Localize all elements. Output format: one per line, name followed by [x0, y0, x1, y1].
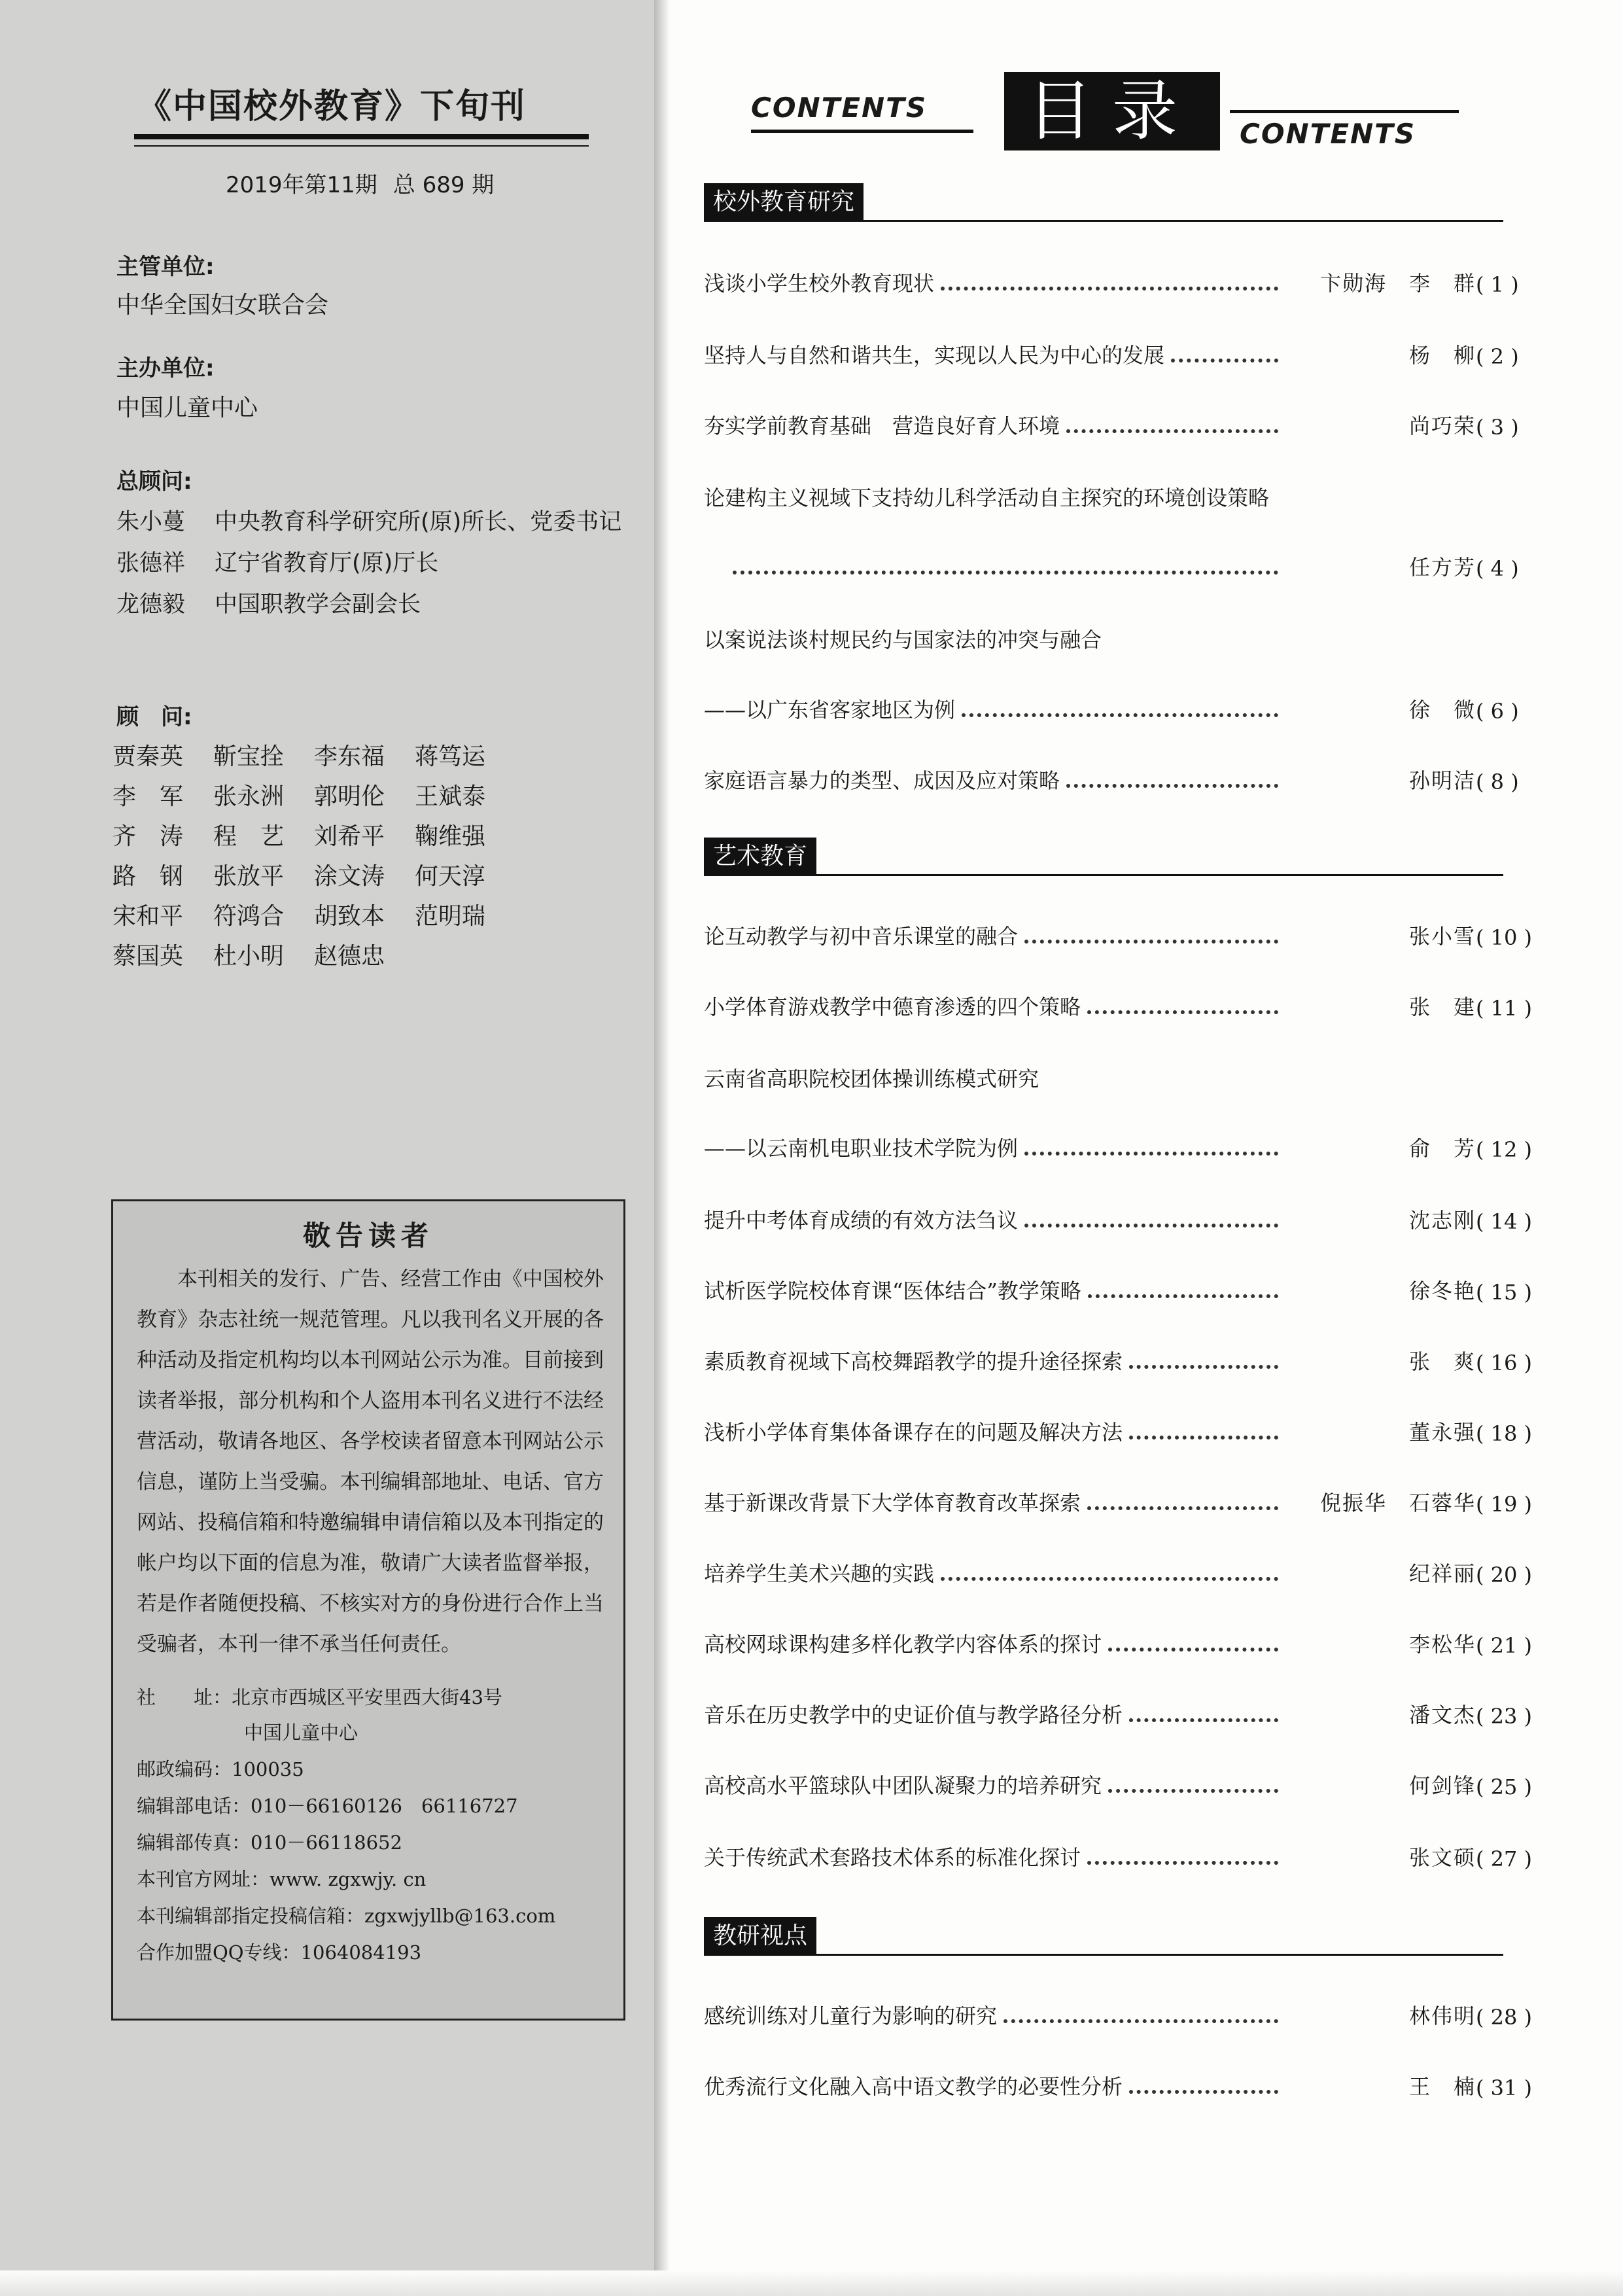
leader-dots	[1171, 359, 1278, 362]
consultant-name: 涂文涛	[314, 863, 385, 890]
consultant-name: 李 军	[113, 783, 184, 810]
supervisor-label: 主管单位:	[116, 254, 215, 280]
consultant-name: 王斌泰	[415, 783, 486, 810]
advisor-title: 辽宁省教育厅(原)厅长	[215, 550, 439, 576]
consultant-name: 蔡国英	[113, 943, 184, 970]
toc-title: 基于新课改背景下大学体育教育改革探索	[704, 1491, 1081, 1515]
toc-title: 培养学生美术兴趣的实践	[704, 1561, 935, 1586]
advisor-title: 中国职教学会副会长	[215, 592, 421, 618]
toc-page: ( 15 )	[1476, 1280, 1533, 1305]
consultant-name: 何天淳	[415, 863, 486, 890]
toc-entry-continuation[interactable]	[726, 552, 1535, 581]
toc-page: ( 28 )	[1476, 2005, 1533, 2030]
toc-title: 论互动教学与初中音乐课堂的融合	[704, 924, 1019, 949]
consultant-row	[113, 818, 515, 851]
toc-author: 尚巧荣	[1408, 414, 1476, 438]
toc-entry[interactable]	[704, 1417, 1535, 1446]
toc-author: 徐冬艳	[1408, 1279, 1476, 1303]
leader-dots	[1066, 784, 1278, 788]
spine-shadow	[654, 0, 670, 2296]
leader-dots	[1088, 1294, 1278, 1298]
toc-author: 纪祥丽	[1408, 1561, 1476, 1586]
toc-entry[interactable]	[704, 766, 1535, 794]
toc-author: 张 建	[1408, 995, 1476, 1019]
toc-page: ( 14 )	[1476, 1209, 1533, 1234]
toc-entry[interactable]	[704, 921, 1535, 950]
section-label: 校外教育研究	[704, 183, 864, 221]
leader-dots	[1108, 1648, 1278, 1651]
toc-page: ( 27 )	[1476, 1846, 1533, 1871]
toc-page: ( 23 )	[1476, 1704, 1533, 1729]
toc-title: 浅析小学体育集体备课存在的问题及解决方法	[704, 1420, 1123, 1445]
reader-notice-box	[111, 1199, 625, 2021]
toc-page: ( 20 )	[1476, 1563, 1533, 1587]
toc-subtitle: ——以广东省客家地区为例	[704, 698, 956, 722]
consultant-name: 程 艺	[213, 823, 285, 850]
chief-advisor-row	[116, 586, 421, 619]
toc-title: 感统训练对儿童行为影响的研究	[704, 2004, 998, 2028]
consultant-name: 符鸿合	[213, 903, 285, 930]
toc-page: ( 18 )	[1476, 1421, 1533, 1446]
toc-page: ( 6 )	[1476, 699, 1519, 724]
consultant-row	[113, 858, 515, 891]
chief-advisor-row	[116, 545, 438, 578]
leader-dots	[1024, 1224, 1278, 1227]
toc-page: ( 12 )	[1476, 1137, 1533, 1162]
sponsor-value: 中国儿童中心	[116, 395, 258, 421]
toc-author: 任方芳	[1408, 555, 1476, 580]
toc-author: 王 楠	[1408, 2074, 1476, 2099]
consultant-row	[113, 778, 515, 811]
leader-dots	[1024, 1152, 1278, 1156]
toc-entry[interactable]	[704, 1843, 1535, 1871]
leader-dots	[1129, 1436, 1278, 1439]
section-rule	[704, 874, 1503, 876]
toc-title: 高校高水平篮球队中团队凝聚力的培养研究	[704, 1773, 1102, 1798]
consultant-name: 张放平	[213, 863, 285, 890]
consultants-label: 顾 问:	[116, 704, 192, 730]
toc-title: 家庭语言暴力的类型、成因及应对策略	[704, 768, 1060, 793]
toc-author: 林伟明	[1408, 2004, 1476, 2028]
toc-title: 提升中考体育成绩的有效方法刍议	[704, 1208, 1019, 1233]
consultant-row	[113, 938, 415, 971]
toc-author: 张小雪	[1408, 924, 1476, 949]
toc-title[interactable]: 以案说法谈村规民约与国家法的冲突与融合	[704, 627, 1102, 652]
leader-dots	[962, 713, 1278, 717]
contents-heading-right: CONTENTS	[1240, 118, 1416, 150]
issue-total: 总 689 期	[393, 172, 495, 198]
toc-author: 杨 柳	[1408, 343, 1476, 368]
consultant-name: 杜小明	[213, 943, 285, 970]
official-website: 本刊官方网址：www. zgxwjy. cn	[137, 1868, 427, 1890]
toc-page: ( 8 )	[1476, 769, 1519, 794]
toc-page: ( 19 )	[1476, 1492, 1533, 1517]
toc-entry[interactable]	[704, 2072, 1535, 2100]
toc-author: 俞 芳	[1408, 1136, 1476, 1161]
toc-title: 高校网球课构建多样化教学内容体系的探讨	[704, 1632, 1102, 1657]
supervisor-value: 中华全国妇女联合会	[116, 292, 329, 319]
leader-dots	[1003, 2019, 1278, 2023]
toc-page: ( 10 )	[1476, 925, 1533, 950]
toc-entry-continuation[interactable]	[704, 1133, 1535, 1162]
toc-entry[interactable]	[704, 340, 1535, 369]
toc-page: ( 16 )	[1476, 1351, 1533, 1375]
contents-underline	[751, 130, 973, 133]
toc-page: ( 2 )	[1476, 344, 1519, 369]
toc-title: 关于传统武术套路技术体系的标准化探讨	[704, 1845, 1081, 1870]
toc-author: 张 爽	[1408, 1349, 1476, 1374]
leader-dots	[1087, 1861, 1278, 1865]
advisor-name: 朱小蔓	[116, 509, 186, 535]
toc-entry[interactable]	[704, 1488, 1535, 1517]
toc-author: 孙明洁	[1408, 768, 1476, 793]
toc-title: 夯实学前教育基础 营造良好育人环境	[704, 414, 1060, 438]
toc-entry[interactable]	[704, 992, 1535, 1021]
section-label: 艺术教育	[704, 838, 816, 875]
leader-dots	[941, 1577, 1278, 1581]
consultant-name: 靳宝拴	[213, 743, 285, 770]
consultant-name: 鞠维强	[415, 823, 486, 850]
toc-title[interactable]: 云南省高职院校团体操训练模式研究	[704, 1067, 1039, 1091]
toc-page: ( 4 )	[1476, 556, 1519, 581]
section-label: 教研视点	[704, 1917, 816, 1955]
leader-dots	[941, 287, 1278, 291]
chief-advisors-label: 总顾问:	[116, 468, 192, 495]
consultant-row	[113, 898, 515, 931]
leader-dots	[1129, 1365, 1278, 1369]
toc-author: 倪振华 石蓉华	[1319, 1491, 1476, 1515]
toc-entry[interactable]	[704, 1629, 1535, 1658]
chief-advisor-row	[116, 504, 621, 537]
advisor-title: 中央教育科学研究所(原)所长、党委书记	[215, 509, 622, 535]
contents-overline	[1230, 110, 1459, 113]
consultant-name: 路 钢	[113, 863, 184, 890]
toc-author: 卞勋海 李 群	[1319, 271, 1476, 296]
advisor-name: 龙德毅	[116, 592, 186, 618]
address-line: 社 址：北京市西城区平安里西大街43号	[137, 1686, 502, 1708]
section-rule	[704, 220, 1503, 222]
submission-email: 本刊编辑部指定投稿信箱：zgxwjyllb@163.com	[137, 1905, 556, 1927]
toc-author: 张文硕	[1408, 1845, 1476, 1870]
journal-title: 《中国校外教育》下旬刊	[137, 86, 527, 126]
toc-title: 坚持人与自然和谐共生，实现以人民为中心的发展	[704, 343, 1165, 368]
leader-dots	[1129, 1718, 1278, 1722]
contents-heading-left: CONTENTS	[751, 92, 928, 124]
toc-page: ( 1 )	[1476, 272, 1519, 297]
toc-title: 试析医学院校体育课“医体结合”教学策略	[704, 1279, 1081, 1303]
toc-entry[interactable]	[704, 1700, 1535, 1729]
toc-title: 音乐在历史教学中的史证价值与教学路径分析	[704, 1703, 1123, 1727]
toc-page: ( 31 )	[1476, 2075, 1533, 2100]
toc-entry-continuation[interactable]	[704, 695, 1535, 724]
advisor-name: 张德祥	[116, 550, 186, 576]
leader-dots	[1108, 1789, 1278, 1793]
leader-dots	[733, 571, 1278, 574]
toc-author: 何剑锋	[1408, 1773, 1476, 1798]
toc-entry[interactable]	[704, 268, 1535, 297]
toc-subtitle: ——以云南机电职业技术学院为例	[704, 1136, 1019, 1161]
consultant-name: 张永洲	[213, 783, 285, 810]
notice-title: 敬告读者	[302, 1220, 434, 1252]
toc-page: ( 21 )	[1476, 1633, 1533, 1658]
toc-title: 素质教育视域下高校舞蹈教学的提升途径探索	[704, 1349, 1123, 1374]
toc-entry[interactable]	[704, 1347, 1535, 1375]
toc-page: ( 11 )	[1476, 996, 1533, 1021]
consultant-name: 赵德忠	[314, 943, 385, 970]
qq-line: 合作加盟QQ专线：1064084193	[137, 1941, 422, 1964]
toc-entry[interactable]	[704, 1205, 1535, 1234]
toc-title: 小学体育游戏教学中德育渗透的四个策略	[704, 995, 1081, 1019]
sponsor-label: 主办单位:	[116, 355, 215, 381]
issue-number: 2019年第11期	[226, 172, 377, 198]
toc-author: 董永强	[1408, 1420, 1476, 1445]
notice-body: 本刊相关的发行、广告、经营工作由《中国校外教育》杂志社统一规范管理。凡以我刊名义开展的各种活动及指定机构均以本刊网站公示为准。目前接到读者举报，部分机构和个人盗用本刊名义进行不法经营活动，敬请各地区、各学校读者留意本刊网站公示信息，谨防上当受骗。本刊编辑部地址、电话、官方网站、投稿信箱和特邀编辑申请信箱以及本刊指定的帐户均以下面的信息为准，敬请广大读者监督举报，若是作者随便投稿、不核实对方的身份进行合作上当受骗者，本刊一律不承当任何责任。	[137, 1267, 604, 1656]
leader-dots	[1087, 1506, 1278, 1510]
toc-page: ( 3 )	[1476, 415, 1519, 440]
consultant-name: 刘希平	[314, 823, 385, 850]
leader-dots	[1129, 2090, 1278, 2094]
leader-dots	[1024, 940, 1278, 944]
page-edge	[0, 2270, 1623, 2296]
toc-author: 潘文杰	[1408, 1703, 1476, 1727]
title-rule	[134, 134, 589, 139]
editorial-fax: 编辑部传真：010－66118652	[137, 1831, 402, 1854]
issue-info	[226, 167, 494, 199]
section-rule	[704, 1954, 1503, 1956]
consultant-name: 李东福	[314, 743, 385, 770]
address-line-2: 中国儿童中心	[244, 1722, 358, 1744]
consultant-name: 胡致本	[314, 903, 385, 930]
toc-author: 李松华	[1408, 1632, 1476, 1657]
postcode: 邮政编码：100035	[137, 1758, 304, 1780]
toc-author: 沈志刚	[1408, 1208, 1476, 1233]
toc-title: 优秀流行文化融入高中语文教学的必要性分析	[704, 2074, 1123, 2099]
toc-entry[interactable]	[704, 1771, 1535, 1799]
toc-entry[interactable]	[704, 1276, 1535, 1305]
toc-entry[interactable]	[704, 2001, 1535, 2030]
toc-page: ( 25 )	[1476, 1775, 1533, 1799]
leader-dots	[1087, 1010, 1278, 1014]
toc-entry[interactable]	[704, 1559, 1535, 1587]
toc-entry[interactable]	[704, 411, 1535, 440]
toc-title[interactable]: 论建构主义视域下支持幼儿科学活动自主探究的环境创设策略	[704, 486, 1270, 510]
consultant-name: 范明瑞	[415, 903, 486, 930]
consultant-name: 宋和平	[113, 903, 184, 930]
toc-title: 浅谈小学生校外教育现状	[704, 271, 935, 296]
toc-author: 徐 微	[1408, 698, 1476, 722]
consultant-row	[113, 738, 515, 771]
consultant-name: 蒋笃运	[415, 743, 486, 770]
consultant-name: 郭明伦	[314, 783, 385, 810]
consultant-name: 齐 涛	[113, 823, 184, 850]
leader-dots	[1066, 429, 1278, 433]
title-rule-thin	[134, 145, 589, 147]
consultant-name: 贾秦英	[113, 743, 184, 770]
mulu-title: 目录	[1004, 72, 1220, 150]
editorial-phone: 编辑部电话：010－66160126 66116727	[137, 1795, 518, 1817]
